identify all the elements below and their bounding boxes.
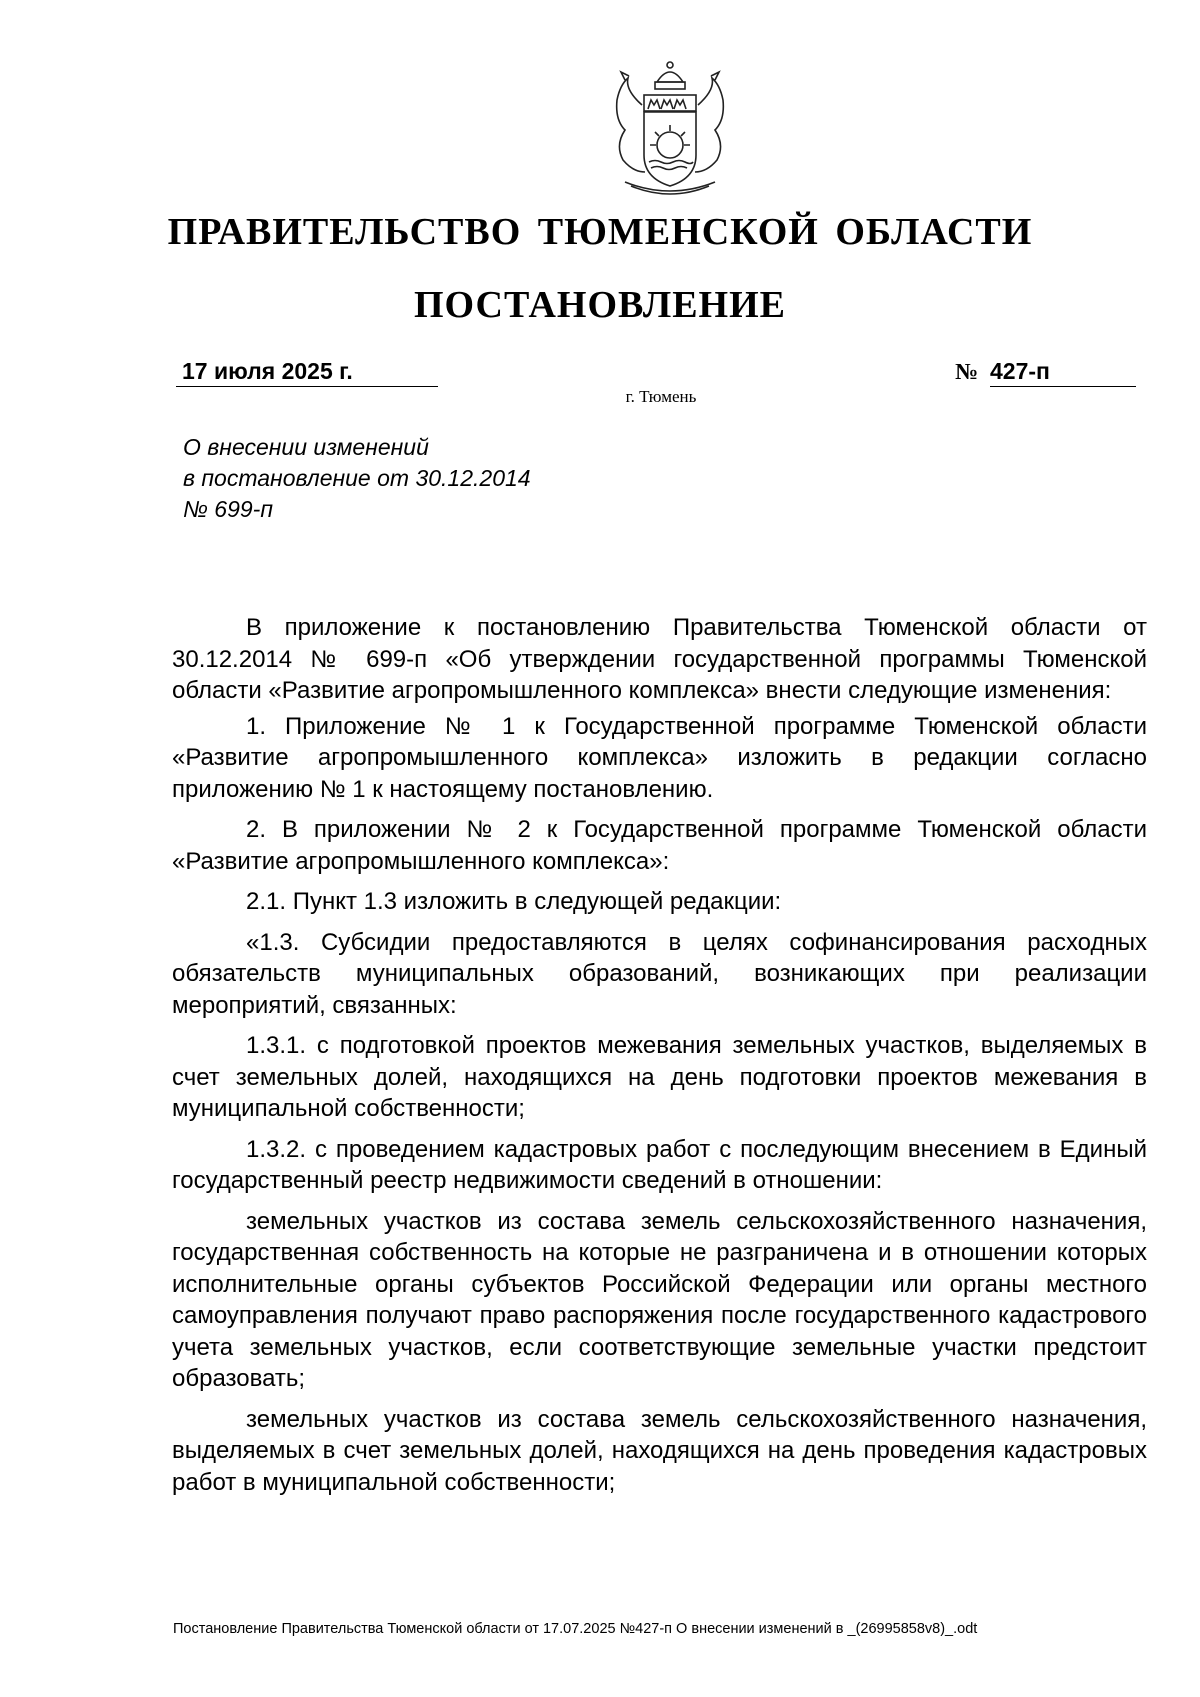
body-paragraph: «1.3. Субсидии предоставляются в целях софинансирования расходных обязательств муниципальных образований, возникающих при реализации мероприятий, связанных: (172, 928, 1147, 1019)
body-paragraph: земельных участков из состава земель сельскохозяйственного назначения, государственная собственность на которые не разграничена и в отношении которых исполнительные органы субъектов Российской Федерации или органы местного самоуправления получают право распоряжения после государственного кадастрового учета земельных участков, если соответствующие земельные участки предстоит образовать; (172, 1207, 1147, 1392)
subject-line: в постановление от 30.12.2014 (183, 465, 531, 491)
body-paragraph: 1.3.1. с подготовкой проектов межевания земельных участков, выделяемых в счет земельных долей, находящихся на день подготовки проектов межевания в муниципальной собственности; (172, 1032, 1147, 1122)
city: г. Тюмень (625, 387, 697, 406)
body-paragraph: земельных участков из состава земель сельскохозяйственного назначения, выделяемых в счет земельных долей, находящихся на день проведения кадастровых работ в муниципальной собственности; (172, 1405, 1147, 1496)
body-paragraph: 1.3.2. с проведением кадастровых работ с последующим внесением в Единый государственный реестр недвижимости сведений в отношении: (172, 1135, 1147, 1194)
document-number-field (955, 356, 1140, 387)
body-paragraph: В приложение к постановлению Правительства Тюменской области от 30.12.2014 № 699-п «Об утверждении государственной программы Тюменской области «Развитие агропромышленного комплекса» внести следующие изменения: (172, 614, 1147, 704)
body-paragraph: 2.1. Пункт 1.3 изложить в следующей редакции: (246, 888, 782, 915)
document-body (172, 612, 1147, 1507)
document-date: 17 июля 2025 г. (176, 356, 438, 387)
page-footer: Постановление Правительства Тюменской области от 17.07.2025 №427-п О внесении изменений в _(26995858v8)_.odt (173, 1621, 978, 1637)
document-subject (183, 432, 531, 525)
organization-title: ПРАВИТЕЛЬСТВО ТЮМЕНСКОЙ ОБЛАСТИ (167, 211, 1033, 253)
subject-line: № 699-п (183, 496, 273, 522)
body-paragraph: 2. В приложении № 2 к Государственной программе Тюменской области «Развитие агропромышленного комплекса»: (172, 816, 1147, 875)
coat-of-arms-icon (595, 60, 745, 200)
subject-line: О внесении изменений (183, 434, 429, 460)
number-sign: № (955, 359, 979, 384)
body-paragraph: 1. Приложение № 1 к Государственной программе Тюменской области «Развитие агропромышленного комплекса» изложить в редакции согласно приложению № 1 к настоящему постановлению. (172, 712, 1147, 803)
document-type-title: ПОСТАНОВЛЕНИЕ (413, 284, 787, 326)
document-number: 427-п (990, 356, 1136, 387)
